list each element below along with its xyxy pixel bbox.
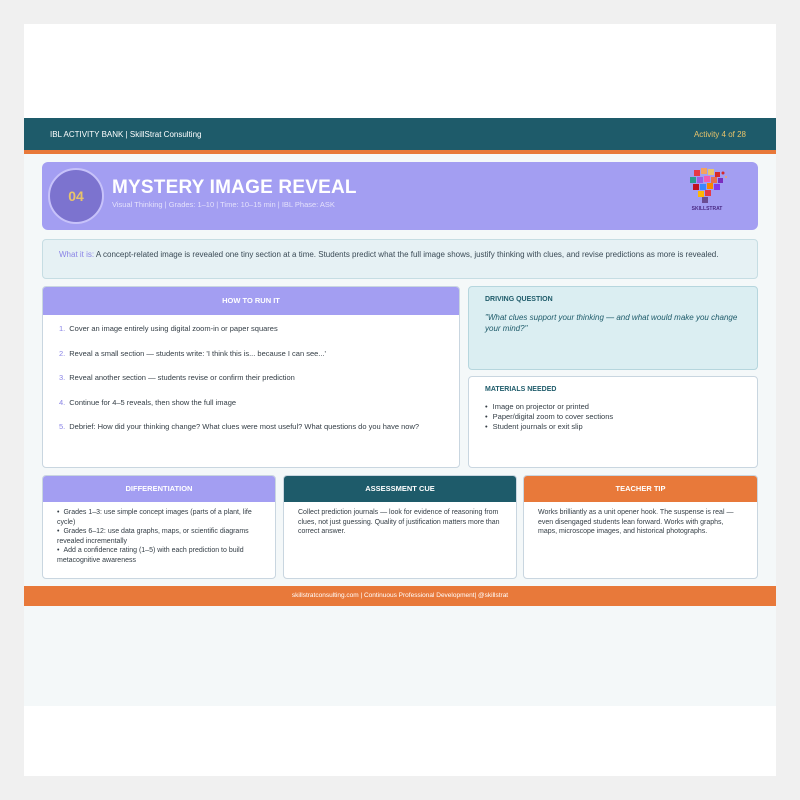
differentiation-card (42, 475, 276, 579)
title-banner (42, 162, 758, 230)
step-item: 5. Debrief: How did your thinking change? What clues were most useful? What questions do you have now? (59, 422, 420, 431)
driving-question-heading: DRIVING QUESTION (485, 296, 553, 303)
how-to-run-heading: HOW TO RUN IT (43, 287, 459, 315)
step-item: 1. Cover an image entirely using digital zoom-in or paper squares (59, 324, 278, 333)
what-it-is-box (42, 239, 758, 279)
activity-title: MYSTERY IMAGE REVEAL (112, 177, 357, 198)
what-it-is-label: What it is: (59, 250, 95, 259)
skillstrat-logo (682, 166, 732, 222)
logo-wordmark: SKILLSTRAT (691, 206, 723, 212)
top-bar (24, 118, 776, 150)
teacher-tip-heading: TEACHER TIP (524, 476, 757, 502)
footer-bar: skillstratconsulting.com | Continuous Professional Development| @skillstrat (24, 586, 776, 606)
step-item: 2. Reveal a small section — students write: 'I think this is... because I can see...' (59, 348, 326, 358)
list-item: • Paper/digital zoom to cover sections (485, 412, 741, 422)
list-item: • Image on projector or printed (485, 402, 741, 412)
how-to-run-card (42, 286, 460, 468)
materials-card (468, 376, 758, 468)
assessment-text: Collect prediction journals — look for evidence of reasoning from clues, not just guessing. Quality of justification matters more than correct answer. (298, 509, 500, 535)
brain-mosaic-icon (682, 166, 732, 206)
list-item: • Add a confidence rating (1–5) with each prediction to build metacognitive awareness (57, 546, 261, 565)
list-item: • Student journals or exit slip (485, 422, 741, 432)
list-item: • Grades 6–12: use data graphs, maps, or scientific diagrams revealed incrementally (57, 527, 261, 546)
activity-number-badge: 04 (48, 168, 104, 224)
slide-frame (24, 24, 776, 776)
teacher-tip-card (523, 475, 758, 579)
assessment-card (283, 475, 517, 579)
step-item: 3. Reveal another section — students revise or confirm their prediction (59, 373, 295, 382)
step-item: 4. Continue for 4–5 reveals, then show the full image (59, 397, 237, 407)
materials-list (485, 402, 741, 432)
assessment-heading: ASSESSMENT CUE (284, 476, 516, 502)
activity-meta: Visual Thinking | Grades: 1–10 | Time: 10–15 min | IBL Phase: ASK (112, 200, 335, 209)
activity-card-page (24, 118, 776, 706)
steps-list (43, 315, 459, 447)
list-item: • Grades 1–3: use simple concept images (parts of a plant, life cycle) (57, 508, 261, 527)
differentiation-list (57, 508, 261, 565)
brand-label: IBL ACTIVITY BANK | SkillStrat Consulting (50, 130, 202, 139)
accent-strip (24, 150, 776, 154)
driving-question-box (468, 286, 758, 370)
what-it-is-text: A concept-related image is revealed one tiny section at a time. Students predict what the full image shows, justify thinking with clues, and revise predictions as more is revealed. (95, 250, 719, 259)
teacher-tip-text: Works brilliantly as a unit opener hook. The suspense is real — even disengaged students lean forward. Works with graphs, maps, microscope images, and historical photographs. (538, 509, 734, 535)
driving-question-text: "What clues support your thinking — and what would make you change your mind?" (485, 313, 738, 333)
activity-counter: Activity 4 of 28 (693, 130, 746, 139)
differentiation-heading: DIFFERENTIATION (43, 476, 275, 502)
materials-heading: MATERIALS NEEDED (485, 386, 557, 393)
